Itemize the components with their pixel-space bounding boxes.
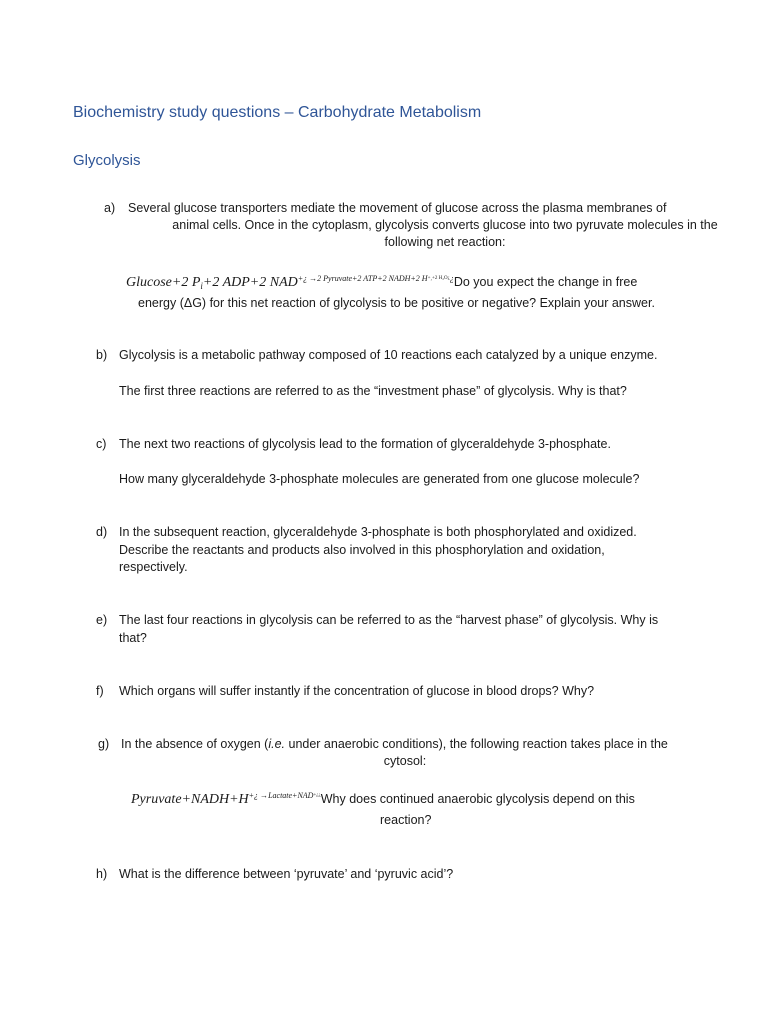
equation-reactants: Pyruvate+NADH+H <box>131 792 249 807</box>
question-text-line: cytosol: <box>383 754 427 768</box>
question-text-line: energy (ΔG) for this net reaction of glycolysis to be positive or negative? Explain your answer. <box>138 296 655 310</box>
question-text-line: In the subsequent reaction, glyceraldehyde 3-phosphate is both phosphorylated and oxidized. <box>119 525 637 539</box>
equation-products: 2 Pyruvate+2 ATP+2 NADH+2 H <box>317 274 428 283</box>
question-label: g) <box>98 737 110 751</box>
question-text-inline: Why does continued anaerobic glycolysis depend on this <box>320 792 635 806</box>
question-text-line: Describe the reactants and products also involved in this phosphorylation and oxidation, <box>119 543 605 557</box>
question-text-line: reaction? <box>380 813 432 827</box>
question-text: How many glyceraldehyde 3-phosphate molecules are generated from one glucose molecule? <box>119 472 640 486</box>
question-label: f) <box>96 684 104 698</box>
question-text: Which organs will suffer instantly if the concentration of glucose in blood drops? Why? <box>119 684 595 698</box>
equation-products: Lactate+NAD <box>268 791 314 800</box>
question-text-line: following net reaction: <box>384 235 506 249</box>
question-text-line: In the absence of oxygen (i.e. under anaerobic conditions), the following reaction takes place in the <box>121 737 668 751</box>
equation-reactants: Glucose+2 $P_i+2$ ADP+2 NAD <box>126 275 298 291</box>
question-text-inline: Do you expect the change in free <box>453 275 638 289</box>
question-label: b) <box>96 348 108 362</box>
question-text-line: that? <box>119 631 147 645</box>
question-label: c) <box>96 437 107 451</box>
question-label: e) <box>96 613 108 627</box>
equation-line: $Pyruvate+NADH+H^{+¿ \to Lactate+NAD+¿¿}Why$ does continued anaerobic glycolysis depend on this <box>131 791 635 807</box>
question-text-line: The last four reactions in glycolysis can be referred to as the “harvest phase” of glycolysis. Why is <box>119 613 659 627</box>
question-text: What is the difference between ‘pyruvate’ and ‘pyruvic acid’? <box>119 867 454 881</box>
question-label: h) <box>96 867 108 881</box>
section-heading: Glycolysis <box>73 152 141 169</box>
question-label: d) <box>96 525 108 539</box>
question-text: The next two reactions of glycolysis lead to the formation of glyceraldehyde 3-phosphate. <box>119 437 611 451</box>
question-text: The first three reactions are referred to as the “investment phase” of glycolysis. Why is that? <box>119 384 627 398</box>
question-text: Glycolysis is a metabolic pathway composed of 10 reactions each catalyzed by a unique enzyme. <box>119 348 658 362</box>
question-text-line: animal cells. Once in the cytoplasm, glycolysis converts glucose into two pyruvate molecules in the <box>172 218 718 232</box>
document-title: Biochemistry study questions – Carbohydrate Metabolism <box>73 104 482 121</box>
question-label: a) <box>104 201 116 215</box>
question-text-line: respectively. <box>119 560 188 574</box>
equation-line: Glucose+2 $P_i+2$ ADP+2 $NAD^{+¿ \to 2 Pyruvate+2 ATP+2 NADH+2 H+¸+2 H_2O¿¿}Do$ you expect the change in free <box>126 274 638 291</box>
question-text-line: Several glucose transporters mediate the movement of glucose across the plasma membranes of <box>128 201 667 215</box>
